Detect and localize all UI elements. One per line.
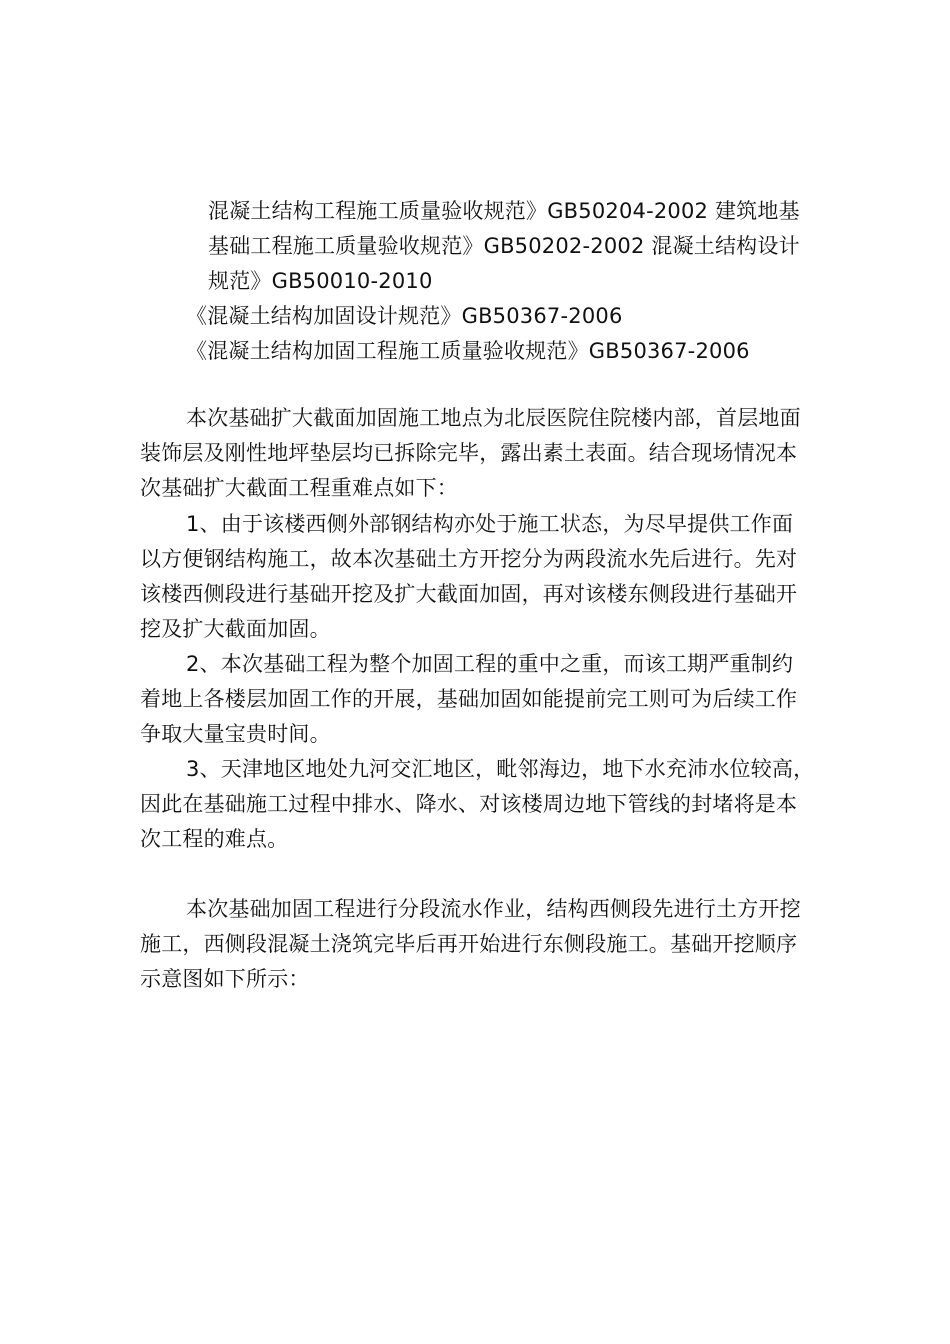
reference-line: 规范》GB50010-2010 (208, 269, 433, 293)
list-item-line: 3、天津地区地处九河交汇地区，毗邻海边，地下水充沛水位较高， (186, 757, 815, 781)
list-item-line: 以方便钢结构施工，故本次基础土方开挖分为两段流水先后进行。先对 (140, 547, 798, 571)
reference-line: 《混凝土结构加固工程施工质量验收规范》GB50367-2006 (186, 339, 750, 363)
paragraph-line: 本次基础加固工程进行分段流水作业，结构西侧段先进行土方开挖 (186, 897, 801, 921)
paragraph-line: 本次基础扩大截面加固施工地点为北辰医院住院楼内部，首层地面 (186, 406, 801, 430)
paragraph-line: 装饰层及刚性地坪垫层均已拆除完毕，露出素土表面。结合现场情况本 (140, 441, 798, 465)
list-item-line: 该楼西侧段进行基础开挖及扩大截面加固，再对该楼东侧段进行基础开 (140, 582, 798, 606)
list-item-line: 挖及扩大截面加固。 (140, 617, 331, 641)
reference-line: 《混凝土结构加固设计规范》GB50367-2006 (186, 304, 623, 328)
list-item-line: 2、本次基础工程为整个加固工程的重中之重，而该工期严重制约 (186, 652, 794, 676)
reference-line: 混凝土结构工程施工质量验收规范》GB50204-2002 建筑地基 (208, 199, 800, 223)
reference-line: 基础工程施工质量验收规范》GB50202-2002 混凝土结构设计 (208, 234, 800, 258)
list-item-line: 因此在基础施工过程中排水、降水、对该楼周边地下管线的封堵将是本 (140, 792, 798, 816)
paragraph-line: 施工，西侧段混凝土浇筑完毕后再开始进行东侧段施工。基础开挖顺序 (140, 932, 798, 956)
list-item-line: 1、由于该楼西侧外部钢结构亦处于施工状态，为尽早提供工作面 (186, 512, 794, 536)
paragraph-line: 示意图如下所示： (140, 967, 310, 991)
list-item-line: 着地上各楼层加固工作的开展，基础加固如能提前完工则可为后续工作 (140, 687, 798, 711)
list-item-line: 争取大量宝贵时间。 (140, 722, 331, 746)
paragraph-line: 次基础扩大截面工程重难点如下： (140, 476, 458, 500)
list-item-line: 次工程的难点。 (140, 827, 289, 851)
